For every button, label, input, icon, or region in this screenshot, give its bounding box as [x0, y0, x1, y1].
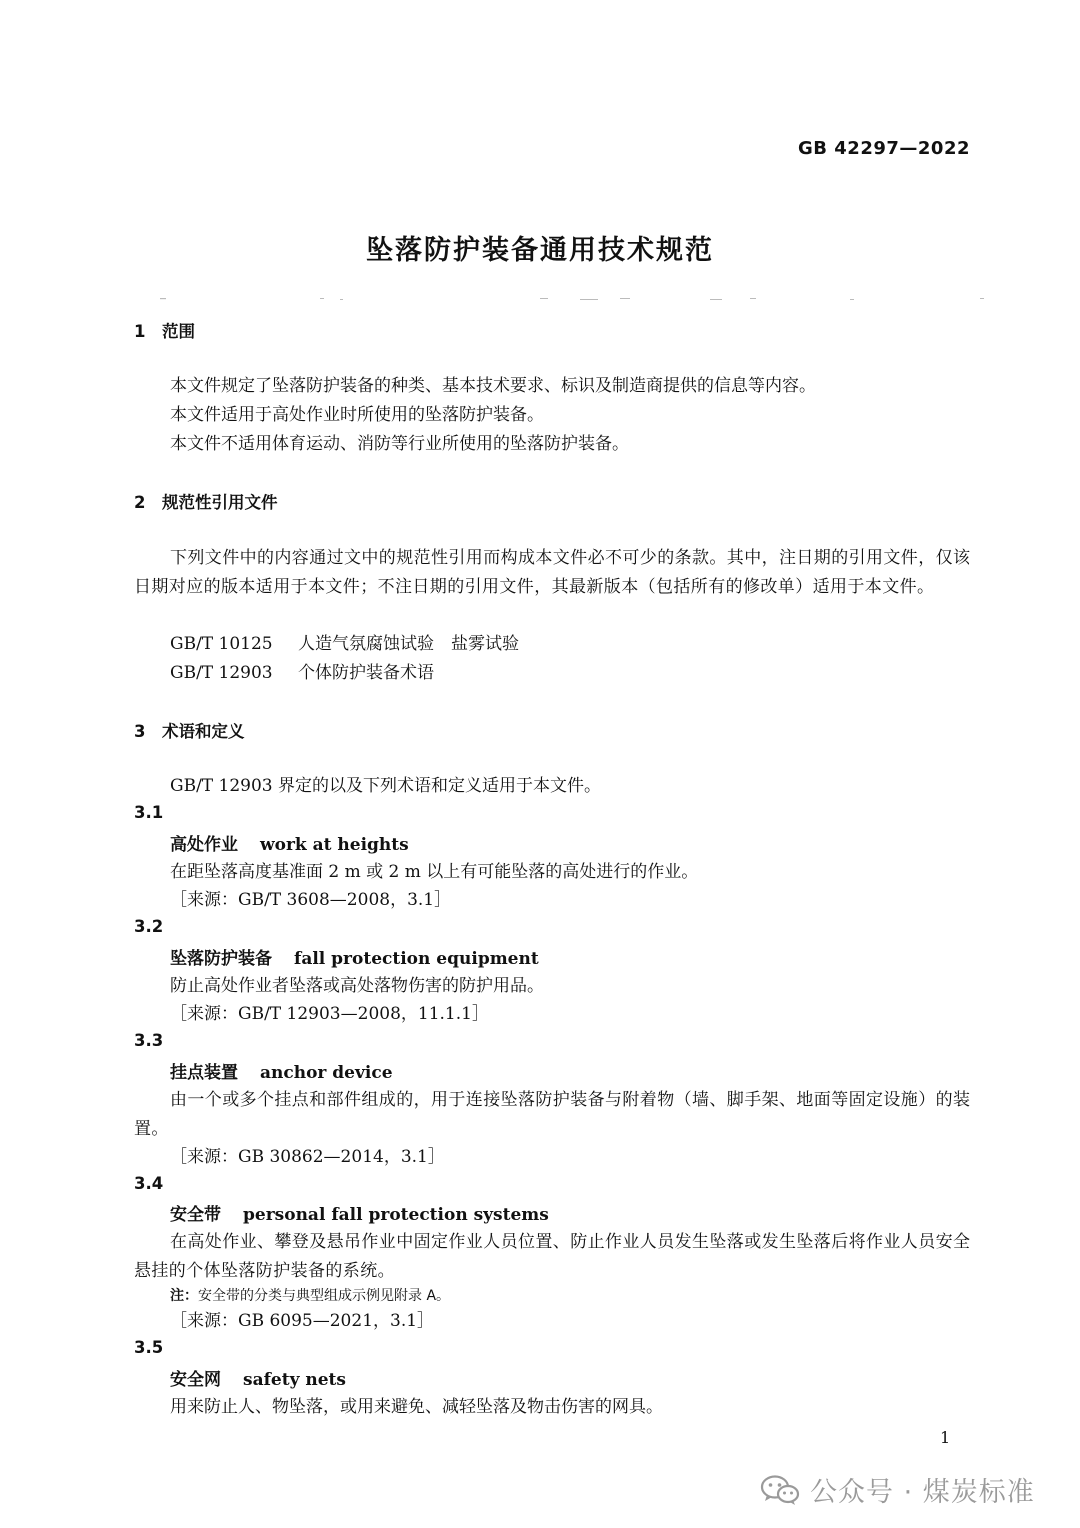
section-3-intro: GB/T 12903 界定的以及下列术语和定义适用于本文件。: [170, 776, 602, 796]
term-note: [170, 1285, 450, 1305]
section-2-intro: 下列文件中的内容通过文中的规范性引用而构成本文件必不可少的条款。其中，注日期的引用文件，仅该日期对应的版本适用于本文件；不注日期的引用文件，其最新版本（包括所有的修改单）适用于本文件。: [134, 548, 971, 597]
term-heading: [170, 1200, 549, 1225]
wechat-icon: [760, 1474, 800, 1506]
term-number: 3.3: [134, 1031, 164, 1050]
term-heading: [170, 944, 539, 969]
term-number: 3.5: [134, 1338, 164, 1357]
term-heading: [170, 1365, 346, 1390]
watermark-text: 公众号 · 煤炭标准: [810, 1477, 1035, 1508]
term-en: anchor device: [260, 1063, 393, 1083]
section-2-heading: [134, 489, 278, 513]
section-1-paragraph: 本文件适用于高处作业时所使用的坠落防护装备。: [170, 405, 544, 425]
term-source: ［来源：GB 6095—2021，3.1］: [170, 1311, 435, 1331]
reference-title: 人造气氛腐蚀试验 盐雾试验: [298, 634, 519, 654]
term-number: 3.4: [134, 1174, 164, 1193]
term-source: ［来源：GB 30862—2014，3.1］: [170, 1147, 445, 1167]
term-number: 3.2: [134, 917, 164, 936]
reference-code: GB/T 12903: [170, 663, 273, 683]
term-zh: 安全网: [170, 1370, 221, 1390]
term-definition: 在高处作业、攀登及悬吊作业中固定作业人员位置、防止作业人员发生坠落或发生坠落后将作业人员安全悬挂的个体坠落防护装备的系统。: [134, 1232, 971, 1281]
term-en: safety nets: [243, 1370, 346, 1390]
term-zh: 挂点装置: [170, 1063, 238, 1083]
term-source: ［来源：GB/T 12903—2008，11.1.1］: [170, 1004, 489, 1024]
term-heading: [170, 830, 409, 855]
standard-number: GB 42297—2022: [798, 138, 970, 159]
note-text: 安全带的分类与典型组成示例见附录 A。: [198, 1288, 451, 1304]
term-zh: 高处作业: [170, 835, 238, 855]
term-number: 3.1: [134, 803, 164, 822]
term-definition: 在距坠落高度基准面 2 m 或 2 m 以上有可能坠落的高处进行的作业。: [170, 862, 699, 882]
term-en: fall protection equipment: [294, 949, 539, 969]
term-en: personal fall protection systems: [243, 1205, 549, 1225]
page-number: 1: [940, 1428, 951, 1447]
term-definition: 防止高处作业者坠落或高处落物伤害的防护用品。: [170, 976, 544, 996]
reference-title: 个体防护装备术语: [298, 663, 434, 683]
section-number: 1: [134, 322, 146, 341]
document-title: 坠落防护装备通用技术规范: [366, 235, 714, 266]
scan-specks: [150, 296, 1010, 302]
term-heading: [170, 1058, 393, 1083]
term-definition: 由一个或多个挂点和部件组成的，用于连接坠落防护装备与附着物（墙、脚手架、地面等固定设施）的装置。: [134, 1090, 971, 1139]
term-en: work at heights: [260, 835, 409, 855]
section-3-heading: [134, 718, 245, 742]
reference-item: [170, 659, 434, 688]
section-title: 规范性引用文件: [162, 493, 278, 512]
reference-code: GB/T 10125: [170, 634, 273, 654]
term-zh: 坠落防护装备: [170, 949, 272, 969]
term-source: ［来源：GB/T 3608—2008，3.1］: [170, 890, 452, 910]
section-title: 术语和定义: [162, 722, 245, 741]
section-number: 2: [134, 493, 146, 512]
watermark: [760, 1470, 1035, 1509]
section-1-paragraph: 本文件不适用体育运动、消防等行业所使用的坠落防护装备。: [170, 434, 629, 454]
note-label: 注：: [170, 1288, 198, 1304]
reference-item: [170, 630, 519, 659]
section-1-heading: [134, 318, 195, 342]
section-1-paragraph: 本文件规定了坠落防护装备的种类、基本技术要求、标识及制造商提供的信息等内容。: [170, 376, 816, 396]
section-title: 范围: [162, 322, 195, 341]
section-number: 3: [134, 722, 146, 741]
term-definition: 用来防止人、物坠落，或用来避免、减轻坠落及物击伤害的网具。: [170, 1397, 663, 1417]
term-zh: 安全带: [170, 1205, 221, 1225]
